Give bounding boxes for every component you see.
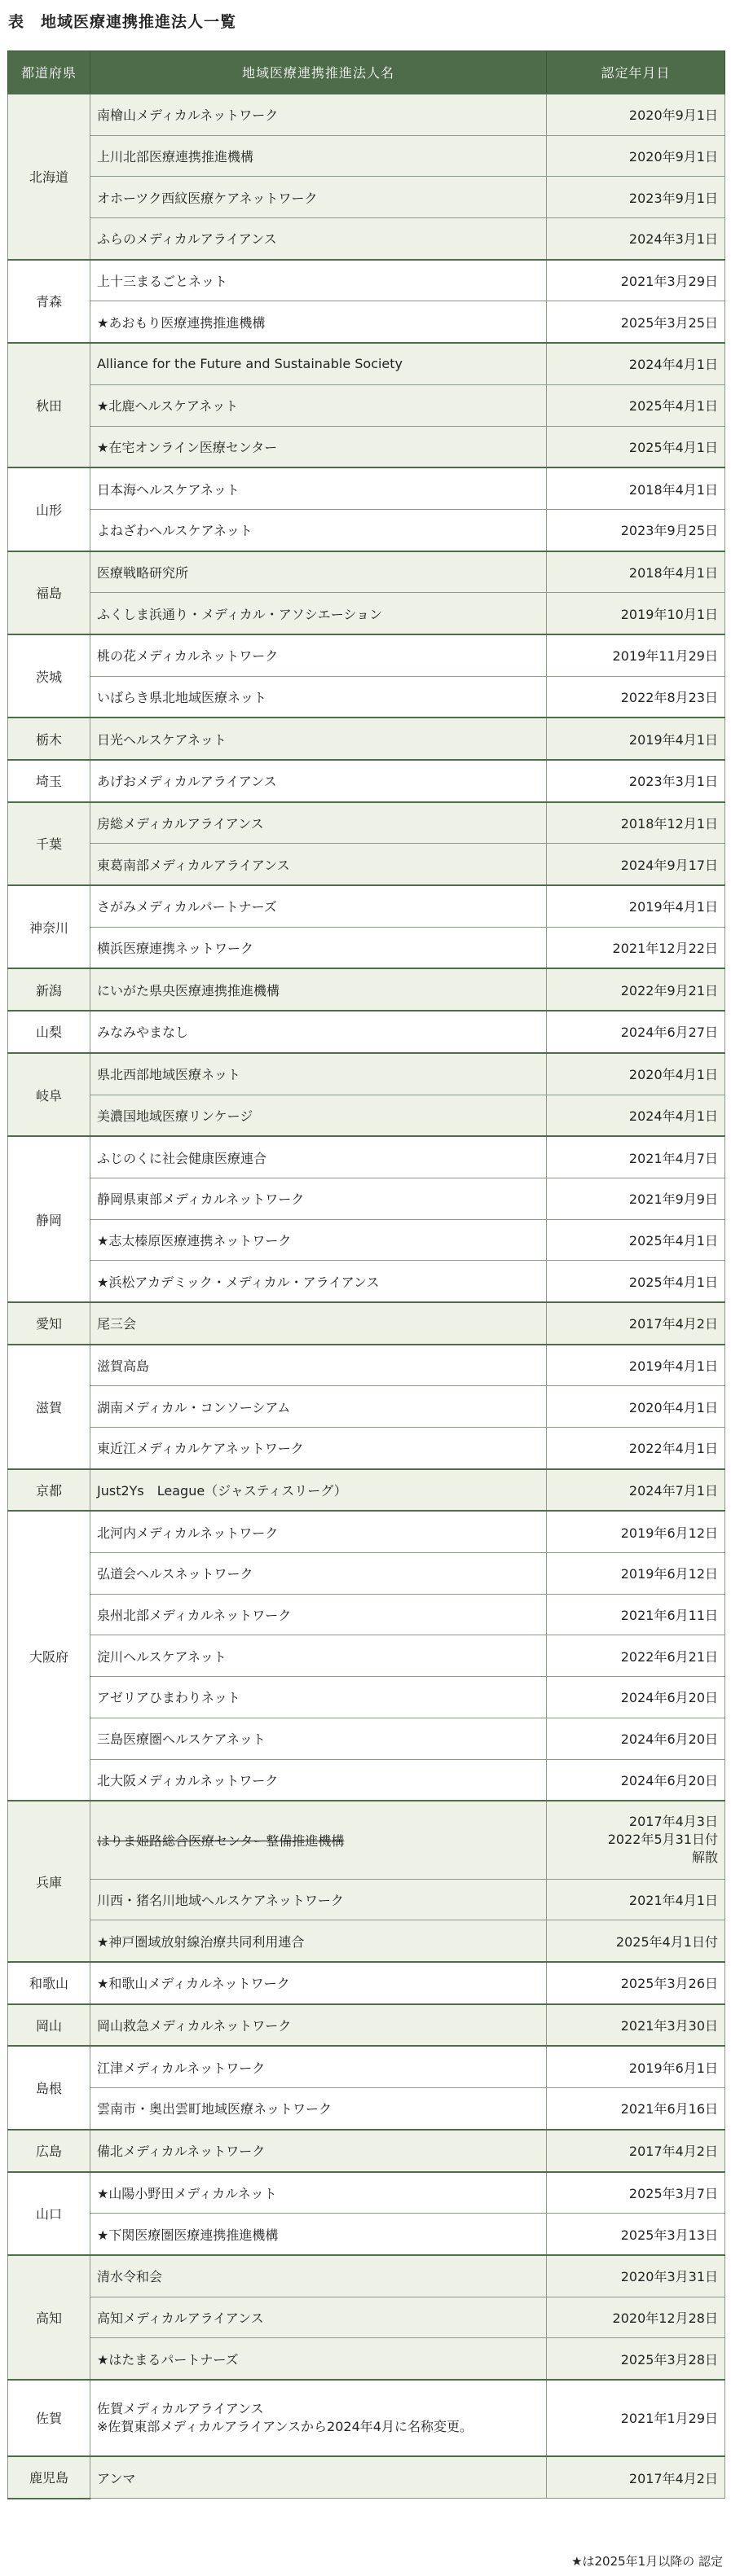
table-row [8, 1011, 725, 1053]
corporation-name: 日光ヘルスケアネット [97, 731, 227, 748]
approval-date-cell: 2022年4月1日 [547, 1428, 725, 1469]
table-row [8, 2088, 725, 2130]
header-prefecture: 都道府県 [8, 51, 90, 94]
corporation-name: 江津メディカルネットワーク [97, 2060, 266, 2076]
corporation-name: はりま姫路総合医療センター整備推進機構 [97, 1832, 345, 1849]
corporation-name-cell [90, 2088, 547, 2130]
prefecture-cell: 福島 [8, 551, 90, 634]
table-row [8, 2255, 725, 2297]
table-row [8, 1962, 725, 2004]
corporation-name-cell [90, 1879, 547, 1920]
corporation-name: よねざわヘルスケアネット [97, 523, 253, 539]
corporation-name-cell [90, 509, 547, 551]
prefecture-cell: 青森 [8, 260, 90, 343]
corporation-name: にいがた県央医療連携推進機構 [97, 982, 280, 998]
approval-date-cell: 2025年4月1日 [547, 1261, 725, 1302]
corporation-name: 岡山救急メディカルネットワーク [97, 2018, 292, 2034]
corporation-name-cell [90, 1219, 547, 1261]
corporation-name-cell [90, 2004, 547, 2047]
approval-date-cell: 2019年4月1日 [547, 885, 725, 927]
table-row [8, 1428, 725, 1469]
corporation-name-cell [90, 593, 547, 634]
corporation-name-cell [90, 2255, 547, 2297]
table-row [8, 1879, 725, 1920]
approval-date-cell: 2024年4月1日 [547, 343, 725, 384]
prefecture-cell: 山形 [8, 467, 90, 551]
approval-date-cell: 2023年9月25日 [547, 509, 725, 551]
corporation-name: ふくしま浜通り・メディカル・アソシエーション [97, 606, 383, 622]
corporation-name: 備北メディカルネットワーク [97, 2144, 266, 2160]
table-row [8, 927, 725, 968]
table-row [8, 2297, 725, 2338]
approval-date-cell: 2019年6月1日 [547, 2046, 725, 2087]
corporation-name: 泉州北部メディカルネットワーク [97, 1608, 292, 1624]
approval-date-cell: 2020年4月1日 [547, 1053, 725, 1095]
approval-date-cell: 2024年6月20日 [547, 1718, 725, 1759]
corporation-name-cell [90, 1178, 547, 1219]
corporation-name: 弘道会ヘルスネットワーク [97, 1566, 253, 1582]
approval-date-line: 解散 [691, 1850, 718, 1866]
prefecture-cell: 栃木 [8, 718, 90, 760]
prefecture-cell: 山口 [8, 2172, 90, 2255]
footnote: ★は2025年1月以降の 認定 [571, 2554, 723, 2569]
approval-date-cell: 2019年10月1日 [547, 593, 725, 634]
corporation-name: 三島医療圏ヘルスケアネット [97, 1731, 266, 1748]
corporation-name: 桃の花メディカルネットワーク [97, 648, 279, 665]
corporation-name-cell [90, 1095, 547, 1136]
approval-date-cell: 2021年9月9日 [547, 1178, 725, 1219]
approval-date-cell: 2022年6月21日 [547, 1635, 725, 1677]
approval-date-cell: 2017年4月2日 [547, 1302, 725, 1345]
corporation-name: ★浜松アカデミック・メディカル・アライアンス [97, 1274, 380, 1290]
approval-date-cell: 2025年3月7日 [547, 2172, 725, 2214]
table-row [8, 1677, 725, 1718]
table-row [8, 1801, 725, 1879]
approval-date-cell: 2024年6月27日 [547, 1011, 725, 1053]
corporation-name: ★下関医療圏医療連携推進機構 [97, 2227, 279, 2243]
approval-date-cell: 2019年11月29日 [547, 634, 725, 676]
approval-date-cell: 2025年3月26日 [547, 1962, 725, 2004]
corporation-name-cell [90, 1386, 547, 1428]
prefecture-cell: 鹿児島 [8, 2456, 90, 2499]
table-row [8, 968, 725, 1011]
table-row [8, 2338, 725, 2380]
approval-date-cell: 2019年4月1日 [547, 1345, 725, 1386]
approval-date-cell: 2024年3月1日 [547, 218, 725, 260]
approval-date-cell: 2025年4月1日 [547, 1219, 725, 1261]
approval-date-cell: 2021年4月1日 [547, 1879, 725, 1920]
corporation-name-cell [90, 718, 547, 760]
approval-date-cell: 2021年3月30日 [547, 2004, 725, 2047]
table-row [8, 467, 725, 509]
table-row [8, 2214, 725, 2255]
approval-date-cell: 2025年3月28日 [547, 2338, 725, 2380]
approval-date-cell: 2017年4月2日 [547, 2130, 725, 2172]
approval-date-cell: 2020年3月31日 [547, 2255, 725, 2297]
corporation-name: 医療戦略研究所 [97, 564, 189, 581]
corporation-name-cell [90, 1261, 547, 1302]
approval-date-cell: 2022年8月23日 [547, 676, 725, 718]
approval-date-cell: 2024年6月20日 [547, 1759, 725, 1801]
prefecture-cell: 岡山 [8, 2004, 90, 2047]
approval-date-line: 2022年5月31日付 [607, 1832, 718, 1848]
table-row [8, 135, 725, 177]
prefecture-cell: 茨城 [8, 634, 90, 718]
corporation-name-cell [90, 384, 547, 426]
approval-date-cell: 2019年4月1日 [547, 718, 725, 760]
corporation-name-cell [90, 2046, 547, 2087]
table-row [8, 844, 725, 885]
corporation-name-cell [90, 218, 547, 260]
table-body [8, 94, 725, 2499]
corporation-name: 上十三まるごとネット [97, 274, 228, 290]
table-row [8, 509, 725, 551]
prefecture-cell: 愛知 [8, 1302, 90, 1345]
table-row [8, 2004, 725, 2047]
approval-date-cell: 2021年3月29日 [547, 260, 725, 301]
corporation-name-cell [90, 94, 547, 135]
corporation-name: 雲南市・奥出雲町地域医療ネットワーク [97, 2101, 332, 2117]
prefecture-cell: 兵庫 [8, 1801, 90, 1962]
corporation-name: ★在宅オンライン医療センター [97, 439, 278, 455]
corporation-name: 清水令和会 [97, 2269, 163, 2285]
prefecture-cell: 山梨 [8, 1011, 90, 1053]
corporation-name: 北河内メディカルネットワーク [97, 1525, 279, 1541]
table-row [8, 218, 725, 260]
prefecture-cell: 新潟 [8, 968, 90, 1011]
corporation-name: あげおメディカルアライアンス [97, 774, 277, 790]
corporation-name: 房総メディカルアライアンス [97, 816, 264, 832]
header-approval-date: 認定年月日 [547, 51, 725, 94]
header-corporation-name: 地域医療連携推進法人名 [90, 51, 547, 94]
approval-date-cell: 2022年9月21日 [547, 968, 725, 1011]
table-row [8, 260, 725, 301]
corporation-name: 滋賀高島 [97, 1358, 150, 1374]
corporation-name: 静岡県東部メディカルネットワーク [97, 1191, 305, 1208]
corporation-name: 日本海ヘルスケアネット [97, 481, 240, 498]
approval-date-cell: 2021年1月29日 [547, 2380, 725, 2456]
approval-date-cell: 2024年9月17日 [547, 844, 725, 885]
prefecture-cell: 大阪府 [8, 1511, 90, 1801]
table-row [8, 1594, 725, 1635]
table-row [8, 426, 725, 467]
approval-date-cell: 2018年4月1日 [547, 467, 725, 509]
corporation-table [7, 50, 725, 2499]
corporation-name: ふじのくに社会健康医療連合 [97, 1150, 267, 1166]
prefecture-cell: 佐賀 [8, 2380, 90, 2456]
corporation-name-cell [90, 551, 547, 593]
corporation-name: 北大阪メディカルネットワーク [97, 1772, 279, 1788]
table-row [8, 1511, 725, 1552]
corporation-name-cell [90, 1759, 547, 1801]
corporation-name: 高知メディカルアライアンス [97, 2310, 264, 2326]
approval-date-cell: 2018年12月1日 [547, 802, 725, 844]
corporation-name: 湖南メディカル・コンソーシアム [97, 1399, 291, 1415]
corporation-name: 南檜山メディカルネットワーク [97, 108, 279, 124]
prefecture-cell: 秋田 [8, 343, 90, 467]
corporation-name: Alliance for the Future and Sustainable Society [97, 356, 403, 372]
approval-date-cell: 2021年6月11日 [547, 1594, 725, 1635]
table-row [8, 551, 725, 593]
approval-date-cell: 2020年12月28日 [547, 2297, 725, 2338]
corporation-name: 東近江メディカルケアネットワーク [97, 1441, 304, 1457]
table-row [8, 2456, 725, 2499]
table-row [8, 1386, 725, 1428]
approval-date-cell: 2020年9月1日 [547, 135, 725, 177]
table-row [8, 2046, 725, 2087]
corporation-name-cell [90, 760, 547, 802]
corporation-name-cell [90, 1677, 547, 1718]
corporation-name: ★はたまるパートナーズ [97, 2351, 239, 2368]
corporation-name-cell [90, 1302, 547, 1345]
corporation-name-cell [90, 135, 547, 177]
corporation-name-cell [90, 1511, 547, 1552]
corporation-name-cell [90, 2130, 547, 2172]
prefecture-cell: 神奈川 [8, 885, 90, 968]
table-row [8, 1053, 725, 1095]
table-row [8, 1920, 725, 1962]
corporation-name-cell [90, 1920, 547, 1962]
table-row [8, 1345, 725, 1386]
corporation-name: アンマ [97, 2470, 136, 2486]
corporation-name-cell [90, 2338, 547, 2380]
name-change-note: ※佐賀東部メディカルアライアンスから2024年4月に名称変更。 [97, 2418, 473, 2434]
approval-date-cell: 2024年7月1日 [547, 1469, 725, 1512]
corporation-name-cell [90, 426, 547, 467]
table-row [8, 1718, 725, 1759]
corporation-name: 上川北部医療連携推進機構 [97, 149, 254, 165]
table-row [8, 1302, 725, 1345]
corporation-name: 川西・猪名川地域ヘルスケアネットワーク [97, 1893, 344, 1909]
table-row [8, 802, 725, 844]
table-row [8, 94, 725, 135]
approval-date-cell: 2020年9月1日 [547, 94, 725, 135]
approval-date-cell: 2025年3月13日 [547, 2214, 725, 2255]
corporation-name-cell [90, 1718, 547, 1759]
approval-date-cell: 2018年4月1日 [547, 551, 725, 593]
approval-date-cell [547, 1801, 725, 1879]
prefecture-cell: 埼玉 [8, 760, 90, 802]
corporation-name-cell [90, 1469, 547, 1512]
prefecture-cell: 広島 [8, 2130, 90, 2172]
corporation-name: 横浜医療連携ネットワーク [97, 941, 254, 957]
table-row [8, 1759, 725, 1801]
table-row [8, 1635, 725, 1677]
corporation-name: ★北鹿ヘルスケアネット [97, 398, 239, 415]
corporation-name: ★山陽小野田メディカルネット [97, 2185, 277, 2201]
corporation-name: 尾三会 [97, 1316, 137, 1332]
corporation-name: ★志太榛原医療連携ネットワーク [97, 1232, 292, 1249]
approval-date-cell: 2025年4月1日 [547, 384, 725, 426]
corporation-name-cell [90, 844, 547, 885]
corporation-name-cell [90, 1801, 547, 1879]
approval-date-cell: 2024年4月1日 [547, 1095, 725, 1136]
approval-date-cell: 2021年6月16日 [547, 2088, 725, 2130]
corporation-name-cell [90, 802, 547, 844]
table-row [8, 2130, 725, 2172]
table-row [8, 1469, 725, 1512]
table-row [8, 1178, 725, 1219]
corporation-name-cell [90, 2172, 547, 2214]
corporation-name: さがみメディカルパートナーズ [97, 899, 277, 915]
corporation-name: アゼリアひまわりネット [97, 1690, 240, 1706]
corporation-name-cell [90, 2456, 547, 2499]
corporation-name-cell [90, 968, 547, 1011]
corporation-name: 佐賀メディカルアライアンス [97, 2400, 264, 2416]
prefecture-cell: 岐阜 [8, 1053, 90, 1136]
table-row [8, 177, 725, 218]
approval-date-cell: 2025年3月25日 [547, 301, 725, 343]
corporation-name-cell [90, 1136, 547, 1178]
prefecture-cell: 静岡 [8, 1136, 90, 1302]
approval-date-cell: 2017年4月2日 [547, 2456, 725, 2499]
corporation-name-cell [90, 1962, 547, 2004]
approval-date-cell: 2024年6月20日 [547, 1677, 725, 1718]
approval-date-cell: 2021年12月22日 [547, 927, 725, 968]
corporation-name-cell [90, 2297, 547, 2338]
page-title: 表 地域医療連携推進法人一覧 [8, 13, 237, 31]
corporation-name: ★神戸圏域放射線治療共同利用連合 [97, 1933, 305, 1950]
table-row [8, 634, 725, 676]
corporation-name-cell [90, 634, 547, 676]
approval-date-cell: 2025年4月1日付 [547, 1920, 725, 1962]
approval-date-cell: 2019年6月12日 [547, 1511, 725, 1552]
corporation-name-cell [90, 1345, 547, 1386]
table-row [8, 343, 725, 384]
corporation-name-cell [90, 1011, 547, 1053]
corporation-name-cell [90, 467, 547, 509]
approval-date-cell: 2020年4月1日 [547, 1386, 725, 1428]
table-row [8, 1095, 725, 1136]
table-row [8, 676, 725, 718]
corporation-name-cell [90, 177, 547, 218]
corporation-name: 県北西部地域医療ネット [97, 1067, 241, 1083]
corporation-name-cell [90, 2380, 547, 2456]
corporation-name-cell [90, 676, 547, 718]
approval-date-line: 2017年4月3日 [628, 1814, 718, 1830]
table-row [8, 2380, 725, 2456]
corporation-name: オホーツク西紋医療ケアネットワーク [97, 190, 318, 206]
table-row [8, 885, 725, 927]
corporation-name-cell [90, 1428, 547, 1469]
approval-date-cell: 2021年4月7日 [547, 1136, 725, 1178]
approval-date-cell: 2023年3月1日 [547, 760, 725, 802]
approval-date-cell: 2019年6月12日 [547, 1553, 725, 1595]
corporation-name: いばらき県北地域医療ネット [97, 689, 267, 705]
corporation-name-cell [90, 1053, 547, 1095]
approval-date-cell: 2025年4月1日 [547, 426, 725, 467]
corporation-name: みなみやまなし [97, 1025, 189, 1041]
table-header-row [8, 51, 725, 94]
table-row [8, 1136, 725, 1178]
prefecture-cell: 京都 [8, 1469, 90, 1512]
prefecture-cell: 千葉 [8, 802, 90, 885]
corporation-name-cell [90, 1635, 547, 1677]
table-row [8, 2172, 725, 2214]
table-row [8, 593, 725, 634]
table-row [8, 384, 725, 426]
corporation-name-cell [90, 343, 547, 384]
corporation-name: 淀川ヘルスケアネット [97, 1648, 227, 1665]
corporation-name-cell [90, 1553, 547, 1595]
corporation-name: 東葛南部メディカルアライアンス [97, 857, 290, 873]
table-row [8, 1219, 725, 1261]
corporation-name-cell [90, 301, 547, 343]
prefecture-cell: 北海道 [8, 94, 90, 260]
prefecture-cell: 和歌山 [8, 1962, 90, 2004]
approval-date-cell: 2023年9月1日 [547, 177, 725, 218]
corporation-name: ★和歌山メディカルネットワーク [97, 1976, 290, 1992]
corporation-name: ★あおもり医療連携推進機構 [97, 314, 266, 331]
corporation-name-cell [90, 885, 547, 927]
table-row [8, 760, 725, 802]
corporation-name: Just2Ys League（ジャスティスリーグ） [97, 1483, 347, 1499]
corporation-name: 美濃国地域医療リンケージ [97, 1108, 253, 1124]
corporation-name-cell [90, 2214, 547, 2255]
corporation-name-cell [90, 1594, 547, 1635]
corporation-name-cell [90, 927, 547, 968]
corporation-name-cell [90, 260, 547, 301]
prefecture-cell: 滋賀 [8, 1345, 90, 1469]
table-row [8, 718, 725, 760]
table-row [8, 301, 725, 343]
table-row [8, 1553, 725, 1595]
corporation-name: ふらのメディカルアライアンス [97, 231, 277, 248]
prefecture-cell: 高知 [8, 2255, 90, 2380]
prefecture-cell: 島根 [8, 2046, 90, 2129]
table-row [8, 1261, 725, 1302]
